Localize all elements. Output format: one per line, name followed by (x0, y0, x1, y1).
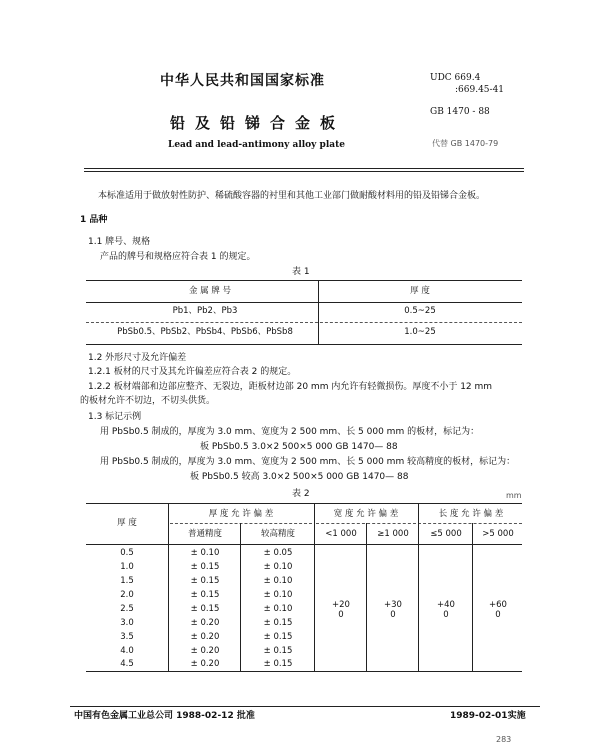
table-2-header-length-le5000: ≤5 000 (430, 529, 462, 539)
table-2-title: 表 2 (292, 489, 310, 499)
table-2-col-divider-4 (366, 523, 367, 671)
table-2-length-le5000-value-lower: 0 (443, 610, 449, 620)
example-2-text: 用 PbSb0.5 制成的，厚度为 3.0 mm、宽度为 2 500 mm、长 5 000 mm 较高精度的板材，标记为： (100, 457, 516, 467)
table-2-row-5-thickness: 2.5 (120, 604, 134, 614)
table-2-row-7-high: ± 0.15 (263, 632, 293, 642)
table-2-row-6-high: ± 0.15 (263, 618, 293, 628)
english-title: Lead and lead-antimony alloy plate (168, 140, 345, 150)
table-2-header-length-gt5000: >5 000 (482, 529, 514, 539)
table-2-row-5-high: ± 0.10 (263, 604, 293, 614)
table-2-length-le5000-value: +40 (437, 600, 455, 610)
table-1-header-border (86, 302, 522, 303)
table-2-row-9-thickness: 4.5 (120, 659, 134, 669)
section-1-1-text: 产品的牌号和规格应符合表 1 的规定。 (100, 252, 256, 262)
table-2-row-3-normal: ± 0.15 (190, 576, 220, 586)
gb-number: GB 1470 - 88 (430, 107, 490, 117)
table-2-header-normal: 普通精度 (187, 529, 222, 539)
table-2-unit: mm (506, 491, 522, 500)
table-2-row-2-thickness: 1.0 (120, 562, 134, 572)
table-2-row-4-normal: ± 0.15 (190, 590, 220, 600)
table-2-row-3-high: ± 0.10 (263, 576, 293, 586)
table-2-row-6-normal: ± 0.20 (190, 618, 220, 628)
table-2-col-divider-3 (314, 503, 315, 671)
table-2-col-divider-6 (472, 523, 473, 671)
table-1-header-grade: 金 属 牌 号 (188, 286, 232, 296)
table-2-header-thickness-tolerance: 厚 度 允 许 偏 差 (208, 509, 274, 519)
table-2-row-8-high: ± 0.15 (263, 646, 293, 656)
table-2-col-divider-1 (168, 503, 169, 671)
table-2-row-9-high: ± 0.15 (263, 659, 293, 669)
table-2-row-8-normal: ± 0.20 (190, 646, 220, 656)
table-2-length-gt5000-value-lower: 0 (495, 610, 501, 620)
table-2-row-2-high: ± 0.10 (263, 562, 293, 572)
table-1-row-divider (86, 322, 522, 323)
table-1-row-1-thickness: 0.5~25 (404, 306, 436, 316)
table-1-col-divider (318, 280, 319, 344)
table-2-row-9-normal: ± 0.20 (190, 659, 220, 669)
table-1-row-2-grade: PbSb0.5、PbSb2、PbSb4、PbSb6、PbSb8 (117, 327, 293, 337)
table-2-col-divider-2 (240, 523, 241, 671)
table-2-row-5-normal: ± 0.15 (190, 604, 220, 614)
table-2-sub-divider-thick (170, 523, 312, 524)
header-divider (84, 168, 524, 169)
section-1-1-heading: 1.1 牌号、规格 (88, 237, 151, 247)
example-1-mark: 板 PbSb0.5 3.0×2 500×5 000 GB 1470— 88 (200, 442, 398, 452)
table-2-header-thickness: 厚 度 (117, 518, 137, 528)
table-2-row-2-normal: ± 0.15 (190, 562, 220, 572)
udc-line2: :669.45-41 (455, 85, 505, 95)
section-1-2-1: 1.2.1 板材的尺寸及其允许偏差应符合表 2 的规定。 (88, 367, 297, 377)
table-1-header-thickness: 厚 度 (410, 286, 430, 296)
table-2-width-ge1000-value: +30 (384, 600, 402, 610)
example-1-text: 用 PbSb0.5 制成的，厚度为 3.0 mm、宽度为 2 500 mm、长 5 000 mm 的板材，标记为： (100, 427, 480, 437)
table-2-col-divider-5 (418, 503, 419, 671)
table-1-row-2-thickness: 1.0~25 (404, 327, 436, 337)
table-1-top-border (86, 280, 522, 281)
intro-paragraph: 本标准适用于做放射性防护、稀硫酸容器的衬里和其他工业部门做耐酸材料用的铅及铅锑合金板。 (98, 191, 486, 201)
example-2-mark: 板 PbSb0.5 较高 3.0×2 500×5 000 GB 1470— 88 (190, 472, 409, 482)
effective-date: 1989-02-01实施 (450, 711, 526, 721)
footer-divider (70, 706, 540, 707)
table-2-row-4-thickness: 2.0 (120, 590, 134, 600)
table-2-row-1-normal: ± 0.10 (190, 548, 220, 558)
table-2-header-length-tolerance: 长 度 允 许 偏 差 (438, 509, 504, 519)
approval-line: 中国有色金属工业总公司 1988-02-12 批准 (74, 711, 255, 721)
table-2-row-3-thickness: 1.5 (120, 576, 134, 586)
table-2-width-lt1000-value-lower: 0 (338, 610, 344, 620)
table-2-row-8-thickness: 4.0 (120, 646, 134, 656)
document-title: 铅及铅锑合金板 (170, 114, 346, 132)
table-2-top-border (86, 503, 522, 504)
table-2-sub-divider-length (418, 523, 522, 524)
table-2-row-1-high: ± 0.05 (263, 548, 293, 558)
table-1-bottom-border (86, 344, 522, 345)
standard-title: 中华人民共和国国家标准 (160, 73, 325, 89)
table-2-header-width-tolerance: 宽 度 允 许 偏 差 (333, 509, 399, 519)
page-number: 283 (496, 735, 512, 744)
table-2-row-1-thickness: 0.5 (120, 548, 134, 558)
section-1-heading: 1 品种 (80, 215, 108, 225)
table-2-length-gt5000-value: +60 (489, 600, 507, 610)
header-divider-2 (84, 171, 524, 172)
table-2-row-6-thickness: 3.0 (120, 618, 134, 628)
section-1-2-2-line2: 的板材允许不切边，不切头供货。 (80, 396, 216, 406)
udc-label: UDC 669.4 (430, 73, 481, 83)
table-2-header-width-ge1000: ≥1 000 (377, 529, 409, 539)
table-1-row-1-grade: Pb1、Pb2、Pb3 (172, 306, 238, 316)
table-2-row-7-thickness: 3.5 (120, 632, 134, 642)
table-2-row-4-high: ± 0.10 (263, 590, 293, 600)
table-1-title: 表 1 (292, 267, 310, 277)
table-2-row-7-normal: ± 0.20 (190, 632, 220, 642)
section-1-2-heading: 1.2 外形尺寸及允许偏差 (88, 353, 187, 363)
table-2-header-high: 较高精度 (260, 529, 295, 539)
section-1-3-heading: 1.3 标记示例 (88, 412, 142, 422)
replaces-label: 代替 GB 1470-79 (432, 139, 499, 148)
section-1-2-2-line1: 1.2.2 板材端部和边部应整齐、无裂边，距板材边部 20 mm 内允许有轻微损伤。厚度不小于 12 mm (88, 382, 493, 392)
table-2-header-border (86, 544, 522, 545)
table-2-bottom-border (86, 671, 522, 672)
table-2-header-width-lt1000: <1 000 (325, 529, 357, 539)
table-2-width-lt1000-value: +20 (332, 600, 350, 610)
table-2-width-ge1000-value-lower: 0 (390, 610, 396, 620)
